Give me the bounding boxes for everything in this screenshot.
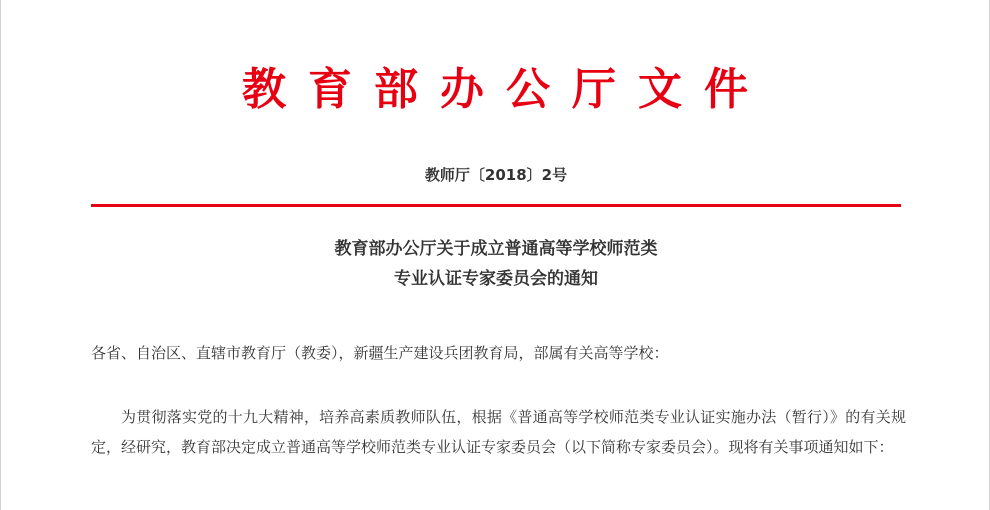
red-divider-line bbox=[91, 204, 901, 207]
notice-title-line-2: 专业认证专家委员会的通知 bbox=[394, 269, 598, 289]
document-masthead: 教育部办公厅文件 bbox=[242, 64, 770, 115]
body-paragraph: 为贯彻落实党的十九大精神，培养高素质教师队伍，根据《普通高等学校师范类专业认证实施办法（暂行）》的有关规定，经研究，教育部决定成立普通高等学校师范类专业认证专家委员会（以下简称专家委员会）。现将有关事项通知如下： bbox=[91, 408, 906, 456]
addressee-line: 各省、自治区、直辖市教育厅（教委），新疆生产建设兵团教育局，部属有关高等学校： bbox=[91, 344, 669, 362]
notice-title-line-1: 教育部办公厅关于成立普通高等学校师范类 bbox=[334, 239, 658, 259]
notice-title bbox=[1, 234, 990, 294]
document-number: 教师厅〔2018〕2号 bbox=[424, 166, 568, 184]
